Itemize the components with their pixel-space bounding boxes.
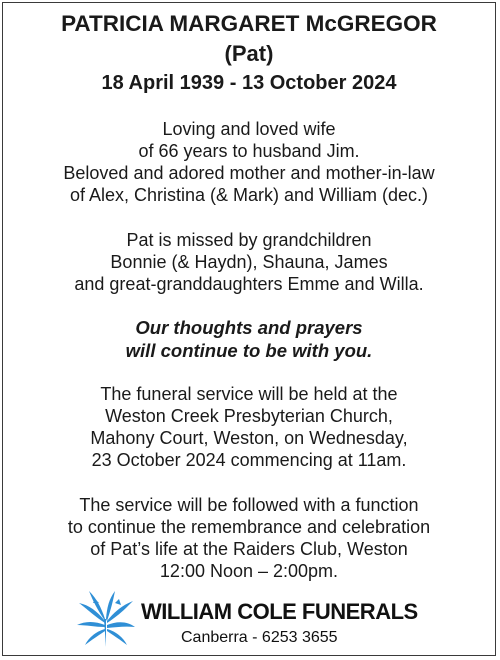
deceased-nickname: (Pat) <box>224 41 274 66</box>
paragraph-5-line: of Pat’s life at the Raiders Club, Weston <box>90 539 408 559</box>
paragraph-1-line: Beloved and adored mother and mother-in-law <box>63 163 435 183</box>
leaf-icon <box>75 589 137 651</box>
company-location-phone: Canberra - 6253 3655 <box>181 629 338 646</box>
life-dates: 18 April 1939 - 13 October 2024 <box>101 72 397 94</box>
paragraph-5-line: to continue the remembrance and celebration <box>67 517 431 537</box>
paragraph-1-line: of 66 years to husband Jim. <box>138 141 360 161</box>
funeral-home-logo <box>75 589 435 651</box>
paragraph-5-line: The service will be followed with a function <box>79 495 419 515</box>
paragraph-2-line: Bonnie (& Haydn), Shauna, James <box>110 252 388 272</box>
paragraph-4-line: 23 October 2024 commencing at 11am. <box>91 450 407 470</box>
paragraph-3-line: Our thoughts and prayers <box>135 317 363 338</box>
paragraph-1-line: of Alex, Christina (& Mark) and William (dec.) <box>69 185 429 205</box>
paragraph-4-line: The funeral service will be held at the <box>100 384 398 404</box>
paragraph-1-line: Loving and loved wife <box>162 119 336 139</box>
paragraph-5-line: 12:00 Noon – 2:00pm. <box>159 561 339 581</box>
paragraph-3-line: will continue to be with you. <box>125 340 373 361</box>
funeral-notice <box>2 2 496 656</box>
paragraph-4-line: Weston Creek Presbyterian Church, <box>105 406 393 426</box>
deceased-name: PATRICIA MARGARET McGREGOR <box>61 11 437 36</box>
company-name: WILLIAM COLE FUNERALS <box>141 599 418 624</box>
paragraph-2-line: and great-granddaughters Emme and Willa. <box>74 274 424 294</box>
paragraph-4-line: Mahony Court, Weston, on Wednesday, <box>90 428 408 448</box>
paragraph-2-line: Pat is missed by grandchildren <box>126 230 372 250</box>
